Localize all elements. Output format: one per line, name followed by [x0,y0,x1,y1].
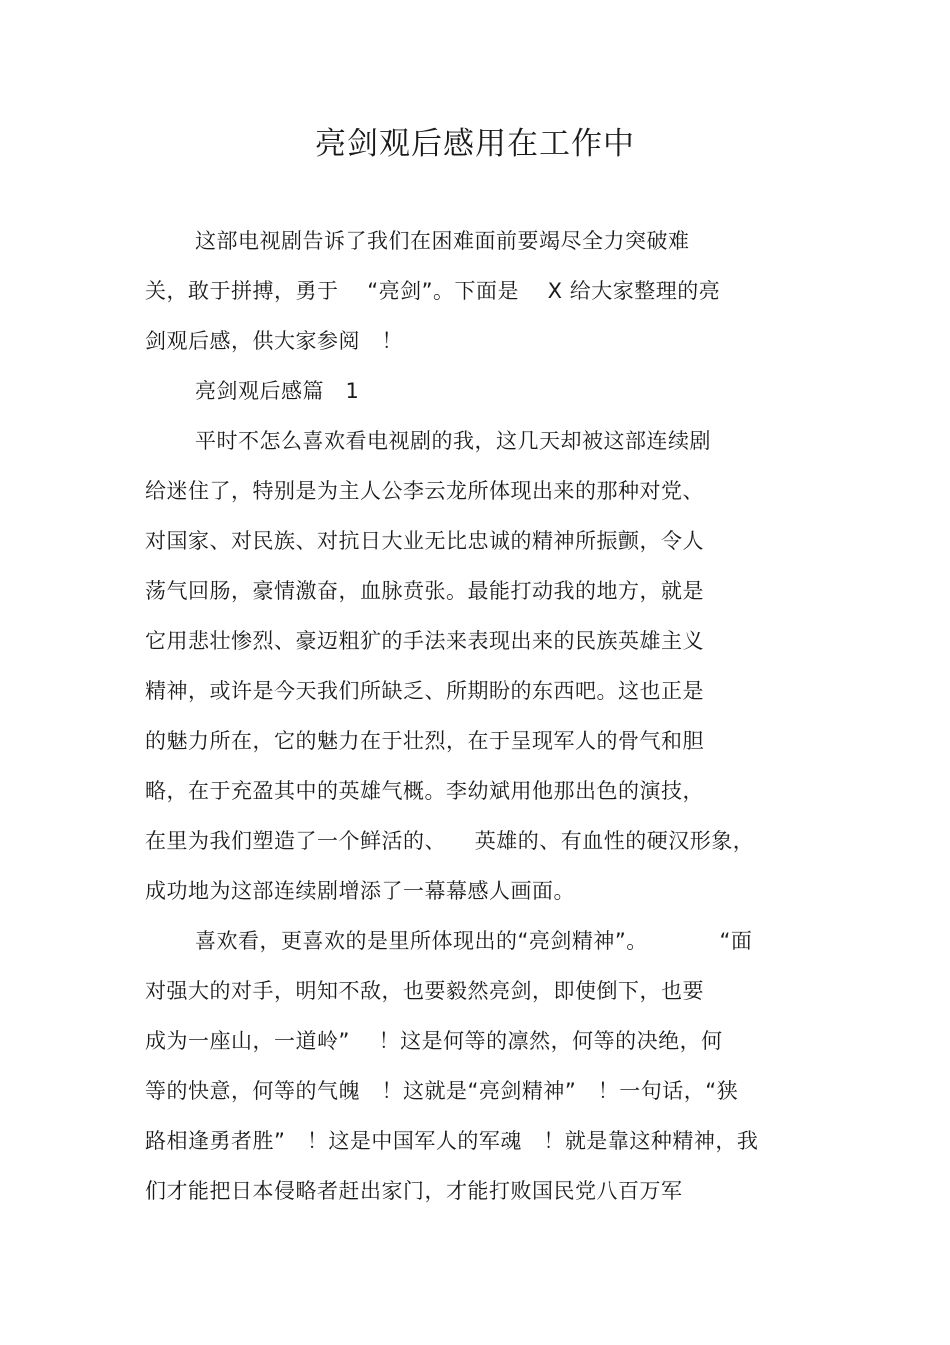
paragraph-line: 成为一座山，一道岭” ！这是何等的凛然，何等的决绝，何 [145,1029,723,1053]
paragraph-line: 它用悲壮惨烈、豪迈粗犷的手法来表现出来的民族英雄主义 [145,629,704,653]
paragraph-line: 路相逢勇者胜” ！这是中国军人的军魂 ！就是靠这种精神，我 [145,1129,759,1153]
paragraph-line: 喜欢看，更喜欢的是里所体现出的“亮剑精神”。 “面 [195,929,753,953]
paragraph-line: 荡气回肠，豪情激奋，血脉贲张。最能打动我的地方，就是 [145,579,704,603]
paragraph-line: 关，敢于拼搏，勇于 “亮剑”。下面是 X 给大家整理的亮 [145,279,721,303]
paragraph-line: 对国家、对民族、对抗日大业无比忠诚的精神所振颤，令人 [145,529,704,553]
paragraph-line: 等的快意，何等的气魄 ！这就是“亮剑精神” ！一句话，“狭 [145,1079,739,1103]
paragraph-line: 在里为我们塑造了一个鲜活的、 英雄的、有血性的硬汉形象， [145,829,755,853]
paragraph-line: 平时不怎么喜欢看电视剧的我，这几天却被这部连续剧 [195,429,711,453]
paragraph-line: 这部电视剧告诉了我们在困难面前要竭尽全力突破难 [195,229,690,253]
paragraph-line: 成功地为这部连续剧增添了一幕幕感人画面。 [145,879,575,903]
paragraph-line: 对强大的对手，明知不敌，也要毅然亮剑，即使倒下，也要 [145,979,704,1003]
section-heading: 亮剑观后感篇 1 [195,379,360,403]
paragraph-line: 略，在于充盈其中的英雄气概。李幼斌用他那出色的演技， [145,779,704,803]
paragraph-line: 精神，或许是今天我们所缺乏、所期盼的东西吧。这也正是 [145,679,704,703]
paragraph-line: 给迷住了，特别是为主人公李云龙所体现出来的那种对党、 [145,479,704,503]
paragraph-line: 剑观后感，供大家参阅 ！ [145,329,404,353]
document-title: 亮剑观后感用在工作中 [315,126,635,162]
paragraph-line: 们才能把日本侵略者赶出家门，才能打败国民党八百万军 [145,1179,683,1203]
paragraph-line: 的魅力所在，它的魅力在于壮烈，在于呈现军人的骨气和胆 [145,729,704,753]
